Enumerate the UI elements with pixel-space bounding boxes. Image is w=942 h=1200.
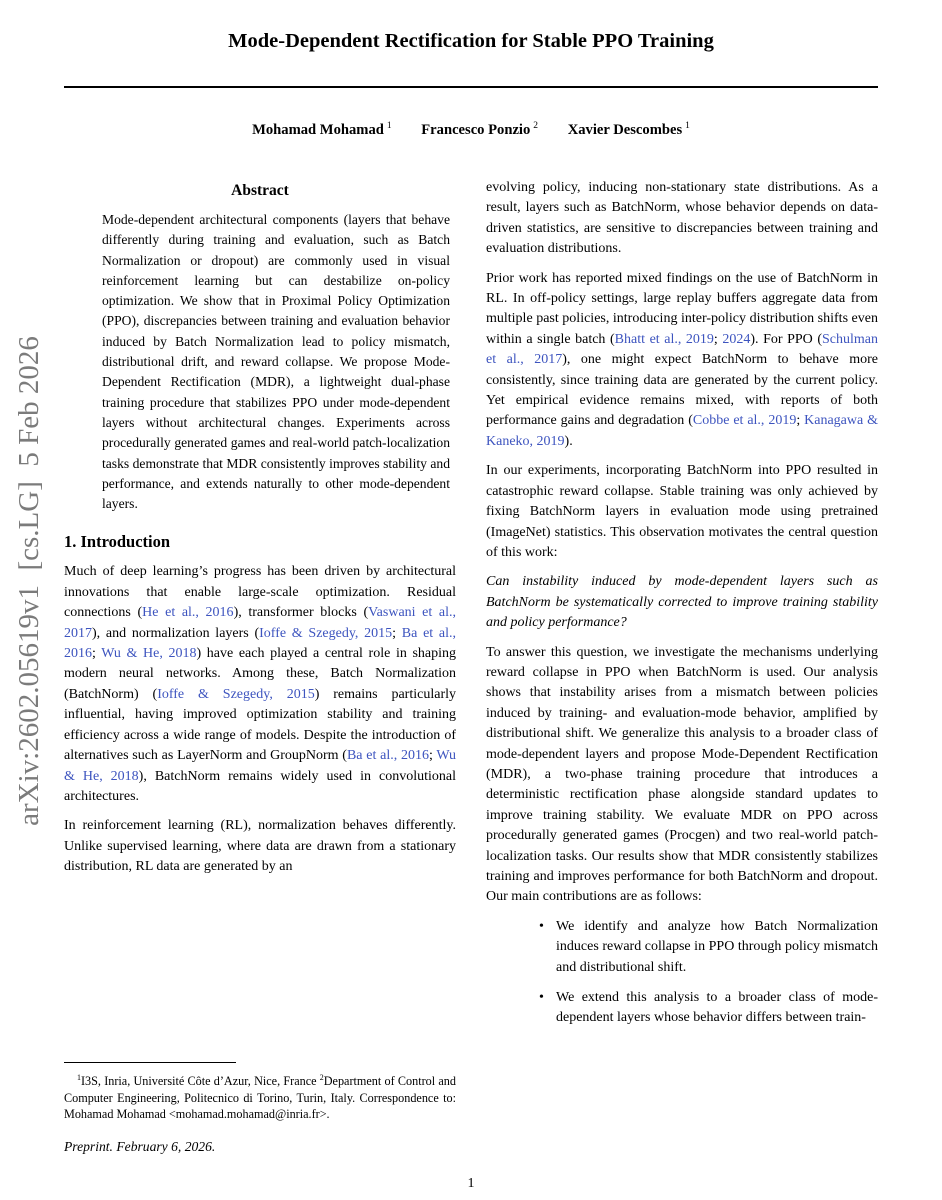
text-segment: ;: [92, 646, 102, 662]
intro-paragraph-5: In our experiments, incorporating BatchNorm into PPO resulted in catastrophic reward collapse. Stable training was only achieved by fixing BatchNorm layers in evaluation mode using pretrained (ImageNet) statistics. This observation motivates the central question of this work:: [486, 463, 878, 560]
citation-link[interactable]: Vaswani et al., 2017: [64, 605, 456, 641]
author-name: Francesco Ponzio: [421, 121, 531, 138]
author-1: [252, 122, 392, 138]
contribution-text: We identify and analyze how Batch Normalization induces reward collapse in PPO through policy mismatch and distributional shift.: [556, 918, 878, 975]
intro-paragraph-1: [64, 562, 456, 807]
text-segment: ), and normalization layers (: [92, 625, 260, 641]
text-segment: ;: [796, 413, 805, 429]
citation-link[interactable]: Ioffe & Szegedy, 2015: [157, 686, 315, 702]
contributions-list: [486, 917, 878, 1029]
footnote-rule: [64, 1062, 236, 1063]
author-name: Mohamad Mohamad: [252, 121, 384, 138]
author-name: Xavier Descombes: [567, 121, 683, 138]
bullet-icon: •: [539, 918, 544, 934]
text-segment: ). For PPO (: [750, 331, 822, 347]
research-question: Can instability induced by mode-dependent layers such as BatchNorm be systematically corrected to improve training stability and policy performance?: [486, 574, 878, 631]
text-segment: ;: [428, 748, 437, 764]
text-segment: ).: [564, 433, 573, 449]
right-column: [486, 178, 878, 1182]
abstract-section: [64, 182, 456, 514]
paper-title: Mode-Dependent Rectification for Stable PPO Training: [228, 30, 714, 52]
author-3: [568, 122, 690, 138]
citation-link[interactable]: Ioffe & Szegedy, 2015: [259, 625, 393, 641]
contribution-text: We extend this analysis to a broader class of mode-dependent layers whose behavior differs between train-: [556, 990, 878, 1026]
citation-link[interactable]: Kanagawa & Kaneko, 2019: [486, 413, 878, 449]
text-segment: I3S, Inria, Université Côte d’Azur, Nice, France: [80, 1074, 320, 1089]
abstract-text: Mode-dependent architectural components (layers that behave differently during training and evaluation, such as Batch Normalization or dropout) are commonly used in visual reinforcement learning but can destabilize on-policy optimization. We show that in Proximal Policy Optimization (PPO), discrepancies between training and evaluation behavior induced by Batch Normalization lead to policy mismatch, distributional drift, and reward collapse. We propose Mode-Dependent Rectification (MDR), a lightweight dual-phase training procedure that stabilizes PPO under mode-dependent layers without architectural changes. Experiments across procedurally generated games and real-world patch-localization tasks demonstrate that MDR consistently improves stability and performance, and extends naturally to other mode-dependent layers.: [102, 212, 450, 512]
citation-link[interactable]: Wu & He, 2018: [101, 646, 197, 662]
arxiv-watermark: arXiv:2602.05619v1 [cs.LG] 5 Feb 2026: [13, 336, 45, 826]
bullet-icon: •: [539, 990, 544, 1006]
title-rule: [64, 86, 878, 88]
text-segment: ) remains particularly influential, having improved optimization stability and training efficiency across a wide range of models. Despite the introduction of alternatives such as LayerNorm and GroupNorm (: [64, 686, 456, 764]
intro-paragraph-3: evolving policy, inducing non-stationary state distributions. As a result, layers such as BatchNorm, whose behavior depends on data-driven statistics, are sensitive to discrepancies between training and evaluation distributions.: [486, 180, 878, 257]
citation-link[interactable]: He et al., 2016: [142, 605, 234, 621]
text-segment: ), one might expect BatchNorm to behave more consistently, since training data are generated by the current policy. Yet empirical evidence remains mixed, with reports of both performance gains and degradation (: [486, 352, 878, 429]
citation-link[interactable]: Bhatt et al., 2019: [614, 331, 714, 347]
text-segment: Much of deep learning’s progress has been driven by architectural innovations that enable large-scale optimization. Residual connections (: [64, 564, 456, 621]
text-segment: Department of Control and Computer Engineering, Politecnico di Torino, Turin, Italy. Correspondence to: Mohamad Mohamad <mohamad.mohamad@inria.fr>.: [64, 1074, 456, 1122]
text-segment: ), BatchNorm remains widely used in convolutional architectures.: [64, 768, 456, 804]
intro-paragraph-4: [486, 269, 878, 453]
left-column: [64, 178, 456, 1058]
author-line: [64, 121, 878, 139]
text-segment: ) have each played a central role in shaping modern neural networks. Among these, Batch Normalization (BatchNorm) (: [64, 646, 456, 702]
footnote-mark: 1: [77, 1073, 81, 1082]
page-number: 1: [467, 1176, 475, 1191]
author-affiliation-mark: 1: [685, 121, 690, 131]
author-affiliation-mark: 1: [386, 121, 392, 131]
citation-link[interactable]: Wu & He, 2018: [64, 748, 456, 784]
author-affiliation-mark: 2: [533, 121, 539, 131]
footnote-mark: 2: [319, 1073, 324, 1082]
citation-link[interactable]: Cobbe et al., 2019: [692, 413, 797, 429]
citation-link[interactable]: Schulman et al., 2017: [486, 331, 878, 368]
intro-paragraph-6: To answer this question, we investigate the mechanisms underlying reward collapse in PPO when BatchNorm is used. Our analysis shows that instability arises from a mismatch between policies induced by training- and evaluation-mode behavior, amplified by distributional shift. We generalize this analysis to a broader class of mode-dependent layers and propose Mode-Dependent Rectification (MDR), a two-phase training procedure that introduces a deterministic rectification phase alongside standard updates to improve training stability. We evaluate MDR on PPO across procedurally generated games (Procgen) and two real-world patch-localization tasks. Our results show that MDR consistently stabilizes training and improves performance for both BatchNorm and dropout. Our main contributions are as follows:: [486, 644, 878, 905]
footnote-block: [64, 1062, 456, 1155]
contribution-item: [486, 917, 878, 978]
section-heading-introduction: 1. Introduction: [64, 532, 171, 552]
affiliation-footnote: [64, 1070, 456, 1123]
two-column-body: [64, 178, 878, 1182]
text-segment: ;: [713, 331, 723, 347]
intro-paragraph-2: In reinforcement learning (RL), normalization behaves differently. Unlike supervised learning, where data are drawn from a stationary distribution, RL data are generated by an: [64, 818, 456, 875]
text-segment: ;: [392, 625, 402, 641]
citation-link[interactable]: Ba et al., 2016: [346, 748, 429, 764]
preprint-note: Preprint. February 6, 2026.: [64, 1138, 216, 1154]
citation-link[interactable]: 2024: [722, 331, 751, 347]
author-2: [421, 122, 538, 138]
contribution-item: [486, 988, 878, 1029]
citation-link[interactable]: Ba et al., 2016: [64, 625, 456, 662]
text-segment: ), transformer blocks (: [233, 605, 369, 621]
abstract-heading: Abstract: [231, 182, 289, 199]
text-segment: Prior work has reported mixed findings on the use of BatchNorm in RL. In off-policy settings, large replay buffers aggregate data from multiple past policies, introducing inter-policy distribution shifts even within a single batch (: [486, 270, 878, 347]
